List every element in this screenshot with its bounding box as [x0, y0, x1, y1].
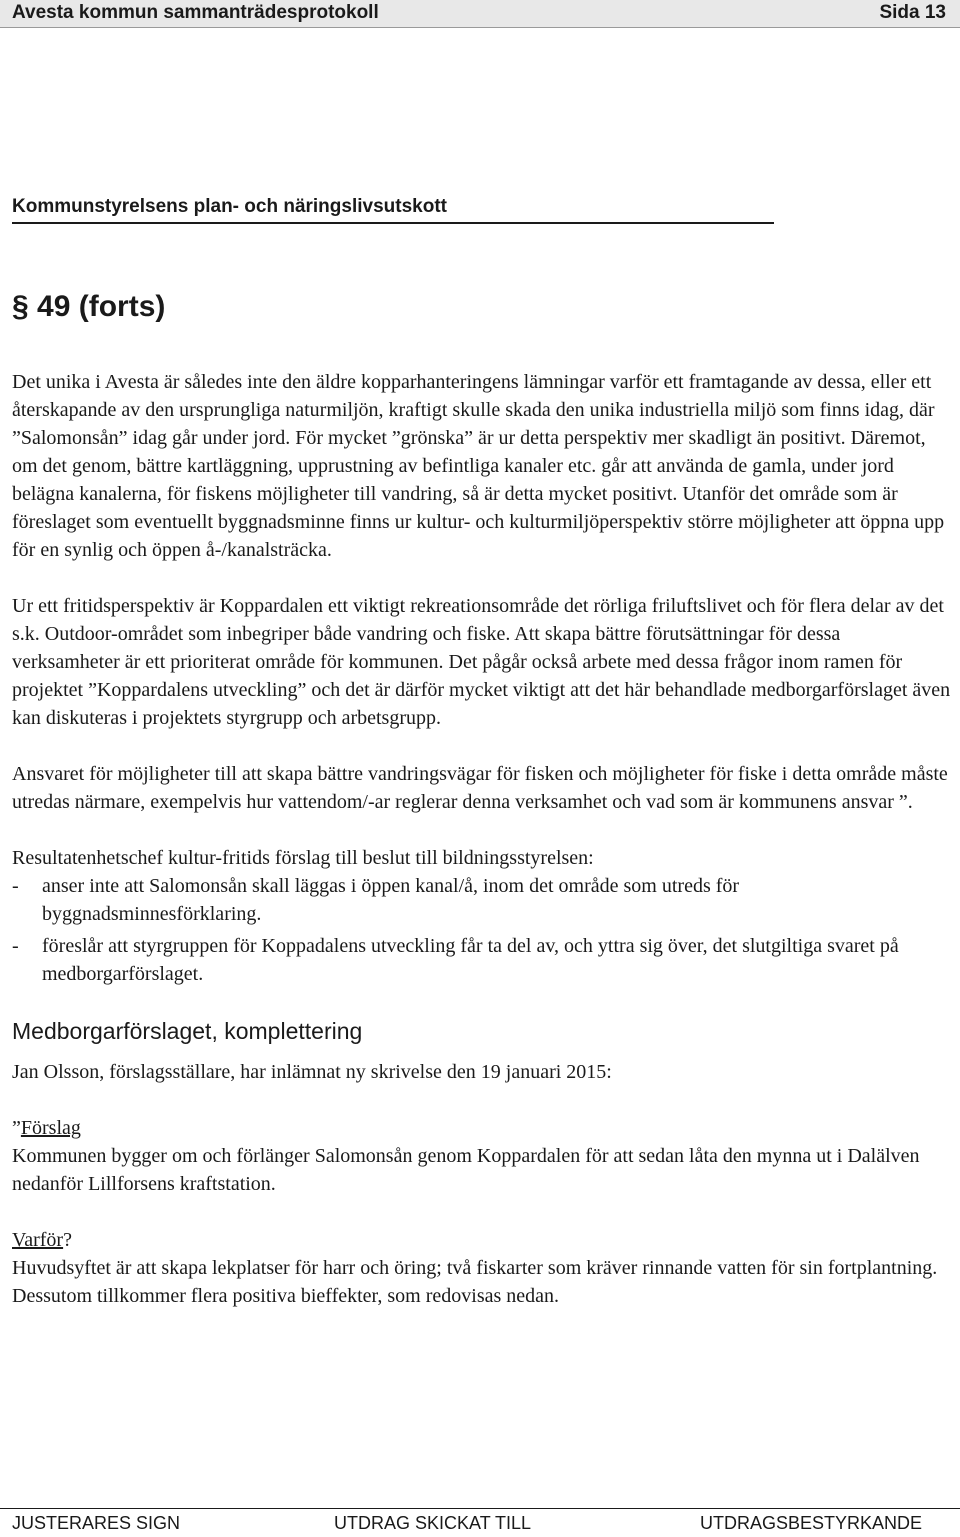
page-footer — [0, 1508, 960, 1537]
section-title: § 49 (forts) — [12, 290, 166, 323]
varfor-question-mark: ? — [63, 1229, 72, 1251]
paragraph-decision-intro: Resultatenhetschef kultur-fritids förslag till beslut till bildningsstyrelsen: — [12, 847, 594, 869]
footer-sent: UTDRAG SKICKAT TILL — [334, 1513, 532, 1533]
page-header — [0, 0, 960, 28]
proposal-list — [12, 872, 952, 988]
varfor-label: Varför — [12, 1229, 64, 1251]
forslag-label: Förslag — [20, 1117, 81, 1139]
paragraph-submission-intro: Jan Olsson, förslagsställare, har inlämnat ny skrivelse den 19 januari 2015: — [12, 1061, 612, 1083]
paragraph-heritage: Det unika i Avesta är således inte den äldre kopparhanteringens lämningar varför ett framtagande av dessa, eller ett återskapande av den ursprungliga naturmiljön, kraftigt skulle skada den unika industriella miljö som finns idag, där ”Salomonsån” idag går under jord. För mycket ”grönska” är ur detta perspektiv mer skadligt än positivt. Däremot, om det genom, bättre kartläggning, upprustning av befintliga kanaler etc. går att använda de gamla, under jord belägna kanalerna, för fiskens möjligheter till vandring, så är detta mycket positivt. Utanför det område som är föreslaget som eventuellt byggnadsminne finns ur kultur- och kulturmiljöperspektiv större möjligheter att öppna upp för en synlig och öppen å-/kanalsträcka. — [12, 371, 945, 561]
document-title: Avesta kommun sammanträdesprotokoll — [12, 2, 379, 23]
list-item — [12, 932, 952, 988]
document-body — [12, 368, 952, 1338]
footer-certification: UTDRAGSBESTYRKANDE — [700, 1513, 923, 1533]
footer-sign: JUSTERARES SIGN — [12, 1513, 181, 1533]
list-item — [12, 872, 952, 928]
dash-bullet: - — [12, 875, 19, 897]
varfor-label-line — [12, 1226, 952, 1254]
paragraph-responsibility: Ansvaret för möjligheter till att skapa bättre vandringsvägar för fisken och möjligheter för fiske i detta område måste utredas närmare, exempelvis hur vattendom/-ar reglerar denna verksamhet och vad som är kommunens ansvar ”. — [12, 763, 948, 813]
quote-mark: ” — [12, 1117, 21, 1139]
proposal-text: föreslår att styrgruppen för Koppadalens utveckling får ta del av, och yttra sig över, det slutgiltiga svaret på medborgarförslaget. — [42, 935, 899, 985]
forslag-text: Kommunen bygger om och förlänger Salomonsån genom Koppardalen för att sedan låta den mynna ut i Dalälven nedanför Lillforsens kraftstation. — [12, 1145, 920, 1195]
committee-name: Kommunstyrelsens plan- och näringslivsutskott — [12, 196, 774, 224]
subheading: Medborgarförslaget, komplettering — [12, 1018, 363, 1044]
dash-bullet: - — [12, 935, 19, 957]
proposal-text: anser inte att Salomonsån skall läggas i öppen kanal/å, inom det område som utreds för byggnadsminnesförklaring. — [42, 875, 740, 925]
paragraph-recreation: Ur ett fritidsperspektiv är Koppardalen ett viktigt rekreationsområde det rörliga friluftslivet och för flera delar av det s.k. Outdoor-området som inbegriper både vandring och fiske. Att skapa bättre förutsättningar för dessa verksamheter är ett prioriterat område för kommunen. Det pågår också arbete med dessa frågor inom ramen för projektet ”Koppardalens utveckling” och det är därför mycket viktigt att det här behandlade medborgarförslaget även kan diskuteras i projektets styrgrupp och arbetsgrupp. — [12, 595, 951, 729]
page-number: Sida 13 — [879, 2, 946, 23]
varfor-text: Huvudsyftet är att skapa lekplatser för harr och öring; två fiskarter som kräver rinnande vatten för sin fortplantning. Dessutom tillkommer flera positiva bieffekter, som redovisas nedan. — [12, 1257, 938, 1307]
forslag-label-line — [12, 1114, 952, 1142]
